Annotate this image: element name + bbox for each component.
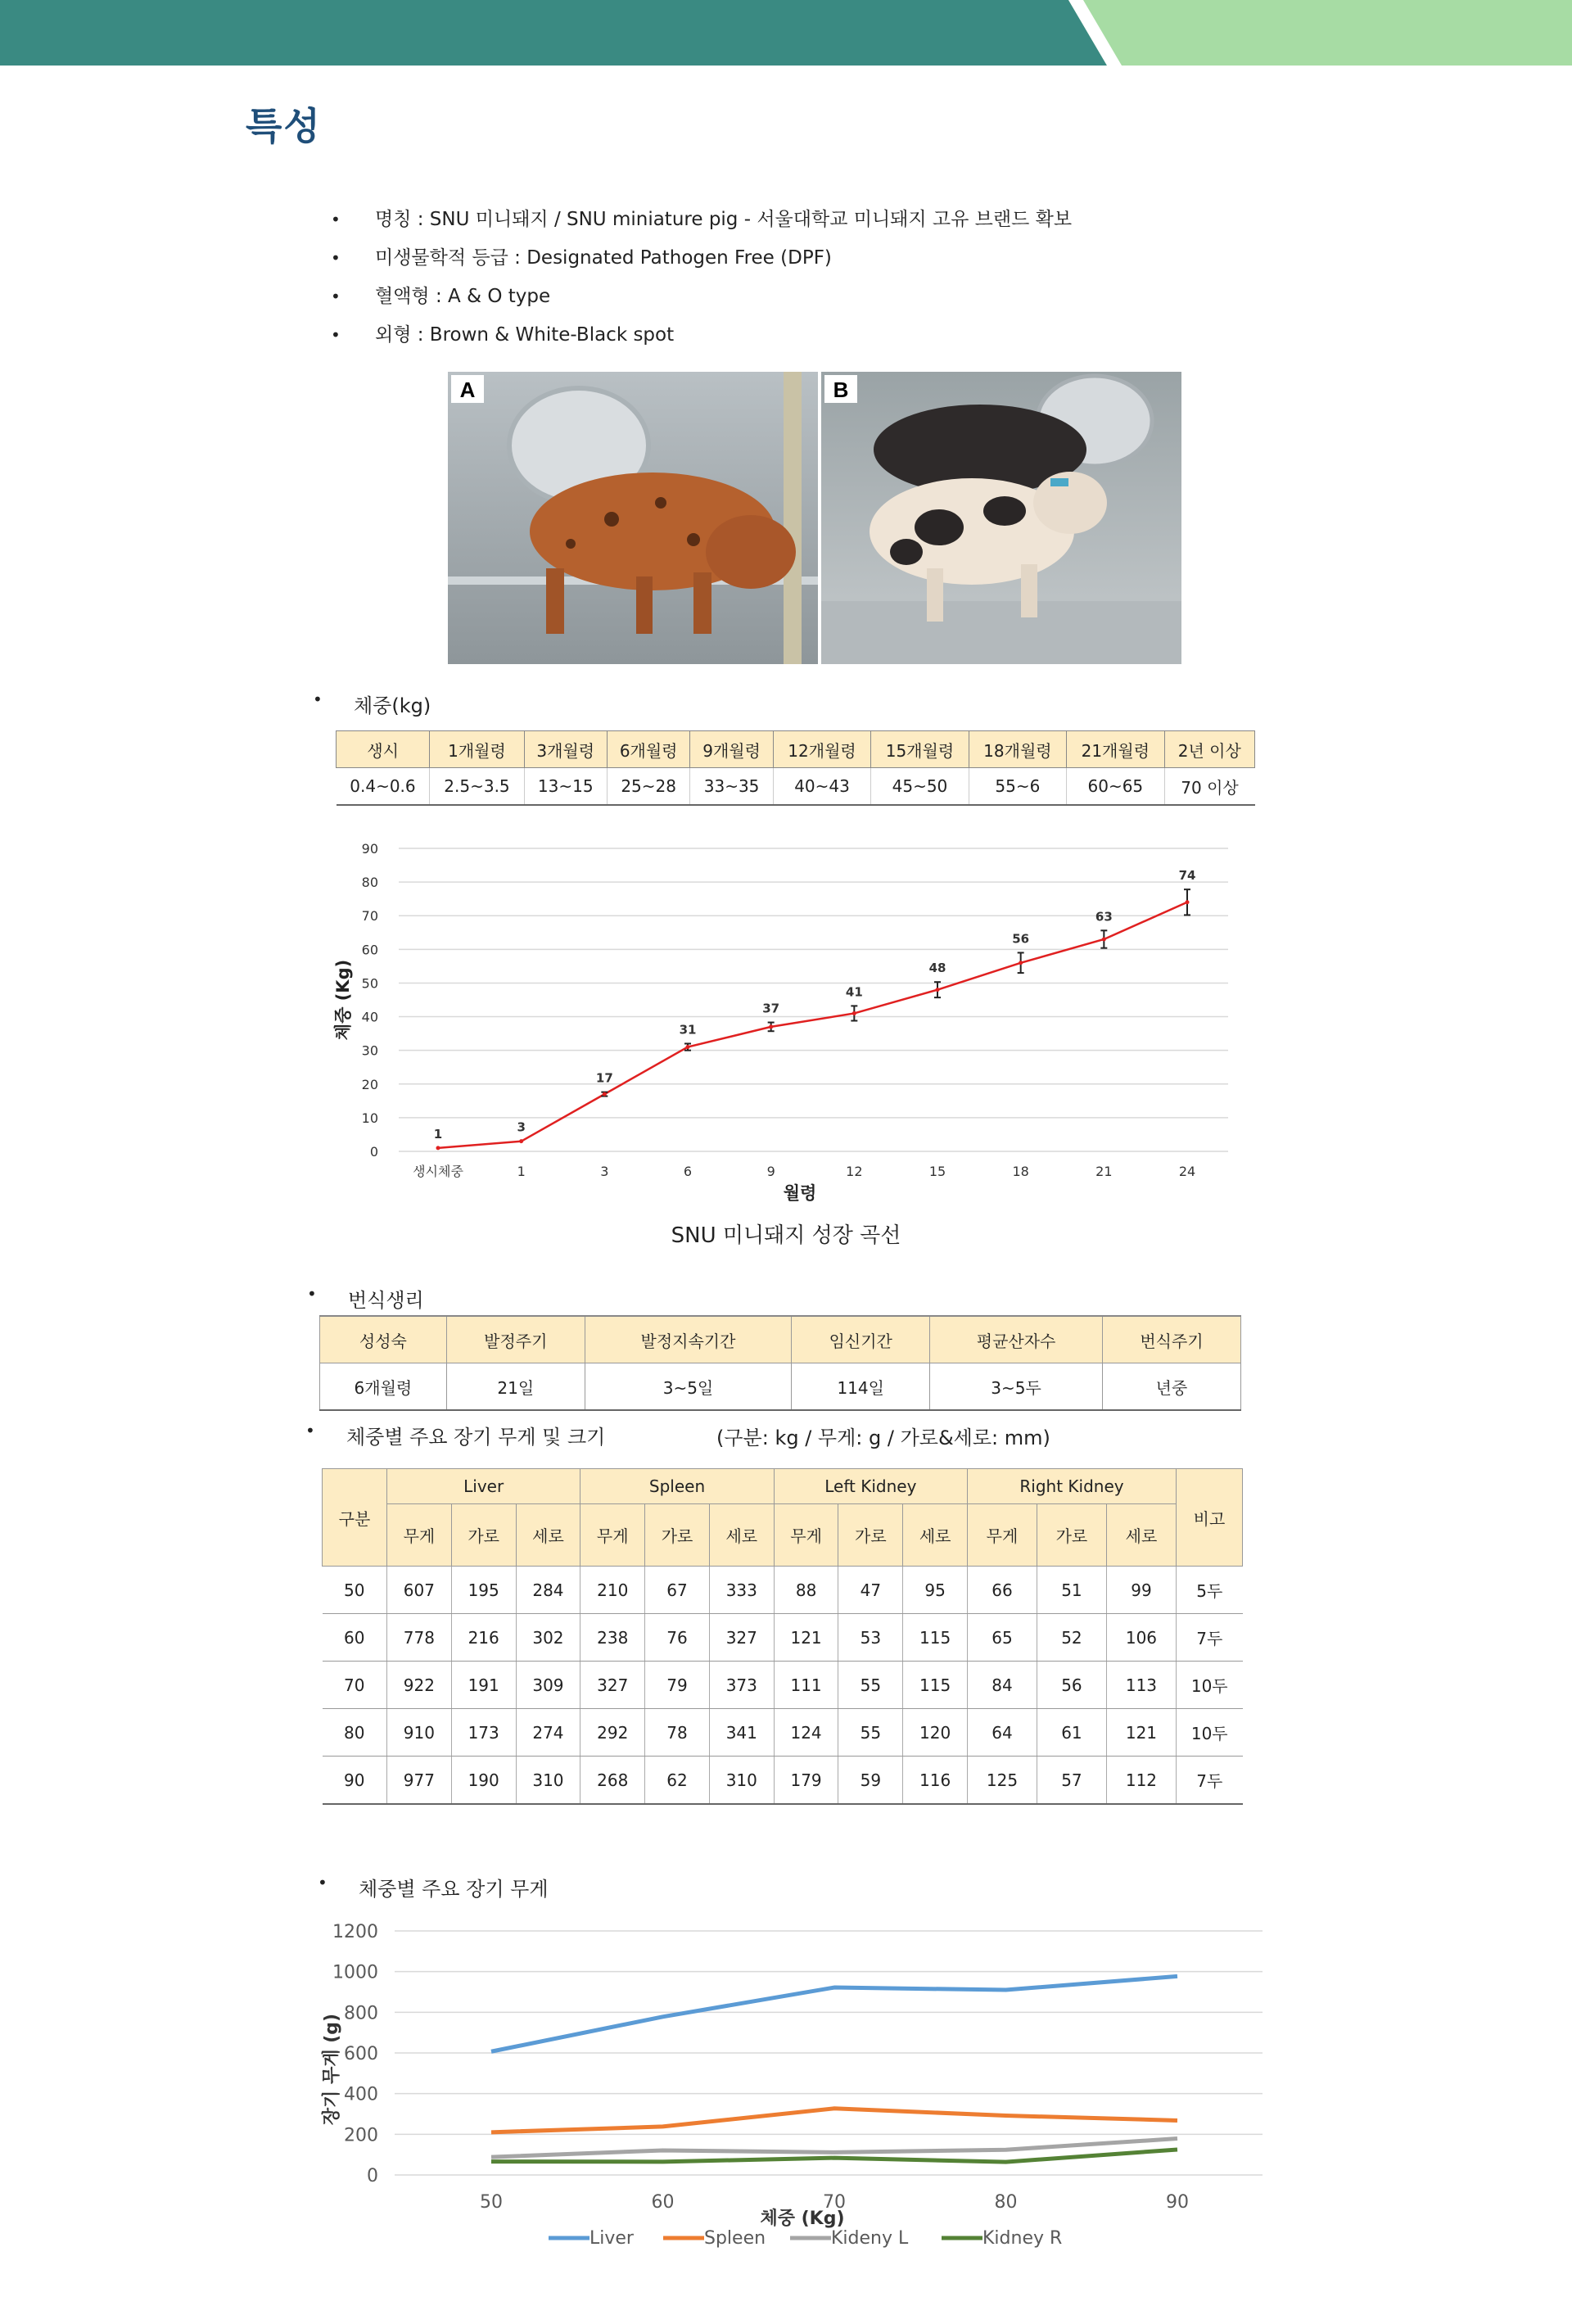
table-cell: 60 xyxy=(323,1614,387,1662)
table-row xyxy=(323,1504,1243,1567)
table-cell: 80 xyxy=(323,1709,387,1757)
table-cell: 607 xyxy=(387,1567,452,1614)
header-cell: 12개월령 xyxy=(773,731,870,768)
value-cell: 114일 xyxy=(792,1363,930,1411)
y-tick-label: 600 xyxy=(344,2044,378,2064)
x-axis-title: 월령 xyxy=(783,1183,817,1203)
x-tick-label: 생시체중 xyxy=(413,1164,463,1179)
value-cell: 13~15 xyxy=(524,768,607,806)
growth-chart xyxy=(328,827,1244,1215)
table-cell: 95 xyxy=(903,1567,968,1614)
table-row xyxy=(323,1662,1243,1709)
value-cell: 33~35 xyxy=(690,768,773,806)
x-tick-label: 9 xyxy=(766,1164,775,1179)
data-point xyxy=(769,1024,773,1029)
table-cell: 216 xyxy=(451,1614,516,1662)
x-tick-label: 50 xyxy=(480,2192,503,2213)
header-cell: 세로 xyxy=(709,1504,774,1567)
value-cell: 3~5두 xyxy=(930,1363,1103,1411)
organ-unit-note: (구분: kg / 무게: g / 가로&세로: mm) xyxy=(716,1427,1050,1449)
header-cell: 발정지속기간 xyxy=(585,1316,791,1363)
table-cell: 116 xyxy=(903,1757,968,1805)
data-point xyxy=(1019,961,1023,965)
table-row xyxy=(323,1567,1243,1614)
legend-label: Spleen xyxy=(704,2228,766,2249)
organ-table-heading: • 체중별 주요 장기 무게 및 크기 xyxy=(305,1421,606,1449)
table-cell: 76 xyxy=(645,1614,710,1662)
table-cell: 10두 xyxy=(1177,1662,1243,1709)
value-cell: 21일 xyxy=(446,1363,585,1411)
table-cell: 90 xyxy=(323,1757,387,1805)
y-tick-label: 80 xyxy=(361,875,378,891)
organ-chart-heading: • 체중별 주요 장기 무게 xyxy=(318,1873,549,1901)
table-cell: 310 xyxy=(709,1757,774,1805)
table-cell: 121 xyxy=(1106,1709,1176,1757)
header-cell: 번식주기 xyxy=(1102,1316,1240,1363)
data-label: 17 xyxy=(595,1070,613,1086)
group-header-spleen: Spleen xyxy=(580,1469,774,1504)
table-cell: 179 xyxy=(774,1757,838,1805)
table-cell: 78 xyxy=(645,1709,710,1757)
data-point xyxy=(436,1146,440,1150)
header-cell: 6개월령 xyxy=(607,731,689,768)
table-cell: 309 xyxy=(516,1662,580,1709)
header-cell: 성성숙 xyxy=(320,1316,447,1363)
y-tick-label: 1000 xyxy=(332,1962,378,1983)
y-tick-label: 1200 xyxy=(332,1922,378,1942)
header-cell: 세로 xyxy=(1106,1504,1176,1567)
data-label: 56 xyxy=(1012,931,1030,947)
table-row xyxy=(320,1316,1241,1363)
y-tick-label: 40 xyxy=(361,1009,378,1025)
y-tick-label: 10 xyxy=(361,1110,378,1126)
data-label: 37 xyxy=(762,1001,780,1016)
x-axis-title: 체중 (Kg) xyxy=(760,2209,845,2229)
header-cell: 세로 xyxy=(903,1504,968,1567)
table-cell: 5두 xyxy=(1177,1567,1243,1614)
value-cell: 년중 xyxy=(1102,1363,1240,1411)
photo-label-a: A xyxy=(459,378,476,402)
table-cell: 977 xyxy=(387,1757,452,1805)
organ-table-body xyxy=(323,1567,1243,1805)
data-point xyxy=(1102,938,1106,942)
table-cell: 922 xyxy=(387,1662,452,1709)
header-cell: 무게 xyxy=(580,1504,645,1567)
table-cell: 88 xyxy=(774,1567,838,1614)
table-cell: 112 xyxy=(1106,1757,1176,1805)
x-tick-label: 80 xyxy=(994,2192,1018,2213)
table-cell: 210 xyxy=(580,1567,645,1614)
repro-table xyxy=(319,1315,1241,1411)
header-cell: 9개월령 xyxy=(690,731,773,768)
table-cell: 173 xyxy=(451,1709,516,1757)
table-cell: 64 xyxy=(968,1709,1037,1757)
header-cell: 구분 xyxy=(323,1469,387,1567)
list-item: • 미생물학적 등급 : Designated Pathogen Free (DPF) xyxy=(328,242,1072,280)
table-cell: 327 xyxy=(709,1614,774,1662)
pig-photo xyxy=(448,372,1181,664)
table-cell: 70 xyxy=(323,1662,387,1709)
table-cell: 67 xyxy=(645,1567,710,1614)
table-cell: 120 xyxy=(903,1709,968,1757)
header-cell: 무게 xyxy=(968,1504,1037,1567)
y-tick-label: 70 xyxy=(361,908,378,925)
table-cell: 121 xyxy=(774,1614,838,1662)
group-header-right-kidney: Right Kidney xyxy=(968,1469,1177,1504)
table-cell: 284 xyxy=(516,1567,580,1614)
y-tick-label: 50 xyxy=(361,975,378,992)
header-cell: 21개월령 xyxy=(1067,731,1164,768)
table-row xyxy=(320,1363,1241,1411)
table-cell: 124 xyxy=(774,1709,838,1757)
y-tick-label: 20 xyxy=(361,1076,378,1092)
y-tick-label: 400 xyxy=(344,2084,378,2105)
value-cell: 6개월령 xyxy=(320,1363,447,1411)
y-tick-label: 800 xyxy=(344,2003,378,2024)
x-tick-label: 90 xyxy=(1166,2192,1189,2213)
header-cell: 가로 xyxy=(451,1504,516,1567)
table-cell: 50 xyxy=(323,1567,387,1614)
x-tick-label: 70 xyxy=(823,2192,846,2213)
header-cell: 발정주기 xyxy=(446,1316,585,1363)
table-cell: 115 xyxy=(903,1662,968,1709)
value-cell: 25~28 xyxy=(607,768,689,806)
y-tick-label: 0 xyxy=(367,2166,378,2186)
table-cell: 302 xyxy=(516,1614,580,1662)
table-cell: 238 xyxy=(580,1614,645,1662)
data-point xyxy=(852,1011,856,1015)
weight-heading: • 체중(kg) xyxy=(313,690,431,717)
data-point xyxy=(936,988,940,992)
table-row xyxy=(337,768,1255,806)
value-cell: 70 이상 xyxy=(1164,768,1254,806)
legend-label: Kidney R xyxy=(982,2228,1063,2249)
legend-label: Kideny L xyxy=(831,2228,909,2249)
table-cell: 292 xyxy=(580,1709,645,1757)
table-cell: 910 xyxy=(387,1709,452,1757)
table-cell: 61 xyxy=(1037,1709,1106,1757)
table-row xyxy=(337,731,1255,768)
table-cell: 57 xyxy=(1037,1757,1106,1805)
table-cell: 195 xyxy=(451,1567,516,1614)
data-label: 48 xyxy=(928,961,946,976)
data-label: 3 xyxy=(517,1119,526,1135)
organ-weight-chart xyxy=(319,1908,1285,2263)
table-cell: 333 xyxy=(709,1567,774,1614)
table-cell: 79 xyxy=(645,1662,710,1709)
data-label: 31 xyxy=(679,1022,697,1038)
y-tick-label: 90 xyxy=(361,841,378,857)
table-cell: 274 xyxy=(516,1709,580,1757)
x-tick-label: 1 xyxy=(517,1164,526,1179)
x-tick-label: 6 xyxy=(683,1164,693,1179)
x-tick-label: 21 xyxy=(1095,1164,1113,1179)
header-cell: 3개월령 xyxy=(524,731,607,768)
growth-line xyxy=(438,902,1187,1148)
legend-label: Liver xyxy=(590,2228,634,2249)
table-cell: 84 xyxy=(968,1662,1037,1709)
table-cell: 59 xyxy=(838,1757,903,1805)
header-cell: 임신기간 xyxy=(792,1316,930,1363)
header-cell: 가로 xyxy=(645,1504,710,1567)
header-cell: 생시 xyxy=(337,731,430,768)
x-tick-label: 15 xyxy=(928,1164,946,1179)
header-cell: 평균산자수 xyxy=(930,1316,1103,1363)
x-tick-label: 18 xyxy=(1012,1164,1029,1179)
organ-table xyxy=(322,1468,1243,1805)
data-label: 1 xyxy=(433,1126,443,1142)
table-cell: 47 xyxy=(838,1567,903,1614)
top-banner xyxy=(0,0,1572,66)
table-cell: 268 xyxy=(580,1757,645,1805)
table-cell: 310 xyxy=(516,1757,580,1805)
y-tick-label: 200 xyxy=(344,2125,378,2146)
table-cell: 778 xyxy=(387,1614,452,1662)
table-cell: 341 xyxy=(709,1709,774,1757)
table-row xyxy=(323,1709,1243,1757)
value-cell: 2.5~3.5 xyxy=(430,768,524,806)
x-tick-label: 60 xyxy=(651,2192,675,2213)
data-point xyxy=(1186,900,1190,904)
table-cell: 65 xyxy=(968,1614,1037,1662)
series-line-liver xyxy=(491,1976,1177,2051)
table-cell: 56 xyxy=(1037,1662,1106,1709)
table-cell: 55 xyxy=(838,1709,903,1757)
table-cell: 66 xyxy=(968,1567,1037,1614)
table-cell: 99 xyxy=(1106,1567,1176,1614)
growth-chart-caption: SNU 미니돼지 성장 곡선 xyxy=(671,1223,901,1248)
banner-dark xyxy=(0,0,1107,66)
x-tick-label: 24 xyxy=(1178,1164,1196,1179)
page-title: 특성 xyxy=(246,104,322,148)
header-cell: 비고 xyxy=(1177,1469,1243,1567)
header-cell: 2년 이상 xyxy=(1164,731,1254,768)
table-cell: 125 xyxy=(968,1757,1037,1805)
header-cell: 1개월령 xyxy=(430,731,524,768)
y-tick-label: 60 xyxy=(361,942,378,958)
value-cell: 3~5일 xyxy=(585,1363,791,1411)
table-cell: 10두 xyxy=(1177,1709,1243,1757)
value-cell: 55~6 xyxy=(969,768,1066,806)
header-cell: 무게 xyxy=(387,1504,452,1567)
header-cell: 가로 xyxy=(838,1504,903,1567)
table-cell: 111 xyxy=(774,1662,838,1709)
header-cell: 15개월령 xyxy=(871,731,969,768)
table-cell: 115 xyxy=(903,1614,968,1662)
table-cell: 191 xyxy=(451,1662,516,1709)
header-cell: 무게 xyxy=(774,1504,838,1567)
data-point xyxy=(519,1139,523,1143)
table-cell: 51 xyxy=(1037,1567,1106,1614)
table-row xyxy=(323,1757,1243,1805)
list-item: • 명칭 : SNU 미니돼지 / SNU miniature pig - 서울대학교 미니돼지 고유 브랜드 확보 xyxy=(328,203,1072,242)
table-cell: 53 xyxy=(838,1614,903,1662)
table-cell: 7두 xyxy=(1177,1614,1243,1662)
x-tick-label: 3 xyxy=(600,1164,609,1179)
data-label: 63 xyxy=(1095,909,1113,925)
table-cell: 55 xyxy=(838,1662,903,1709)
repro-heading: • 번식생리 xyxy=(307,1284,424,1312)
table-row xyxy=(323,1469,1243,1504)
value-cell: 60~65 xyxy=(1067,768,1164,806)
value-cell: 45~50 xyxy=(871,768,969,806)
group-header-liver: Liver xyxy=(387,1469,580,1504)
header-cell: 가로 xyxy=(1037,1504,1106,1567)
feature-list xyxy=(328,203,1072,357)
data-point xyxy=(603,1092,607,1096)
x-tick-label: 12 xyxy=(846,1164,863,1179)
table-row xyxy=(323,1614,1243,1662)
table-cell: 52 xyxy=(1037,1614,1106,1662)
weight-table xyxy=(336,730,1255,806)
y-tick-label: 30 xyxy=(361,1042,378,1059)
table-cell: 113 xyxy=(1106,1662,1176,1709)
data-label: 41 xyxy=(845,984,863,1000)
table-cell: 327 xyxy=(580,1662,645,1709)
y-tick-label: 0 xyxy=(369,1144,378,1160)
table-cell: 190 xyxy=(451,1757,516,1805)
header-cell: 세로 xyxy=(516,1504,580,1567)
value-cell: 0.4~0.6 xyxy=(337,768,430,806)
list-item: • 혈액형 : A & O type xyxy=(328,280,1072,319)
value-cell: 40~43 xyxy=(773,768,870,806)
table-cell: 7두 xyxy=(1177,1757,1243,1805)
header-cell: 18개월령 xyxy=(969,731,1066,768)
y-axis-title: 체중 (Kg) xyxy=(333,959,353,1041)
table-cell: 106 xyxy=(1106,1614,1176,1662)
series-line-spleen xyxy=(491,2109,1177,2132)
table-cell: 62 xyxy=(645,1757,710,1805)
table-cell: 373 xyxy=(709,1662,774,1709)
data-point xyxy=(686,1045,690,1049)
data-label: 74 xyxy=(1178,868,1196,884)
list-item: • 외형 : Brown & White-Black spot xyxy=(328,319,1072,357)
group-header-left-kidney: Left Kidney xyxy=(774,1469,967,1504)
y-axis-title: 장기 무게 (g) xyxy=(322,2013,342,2126)
photo-label-b: B xyxy=(833,378,849,402)
series-line-kideny-l xyxy=(491,2139,1177,2158)
